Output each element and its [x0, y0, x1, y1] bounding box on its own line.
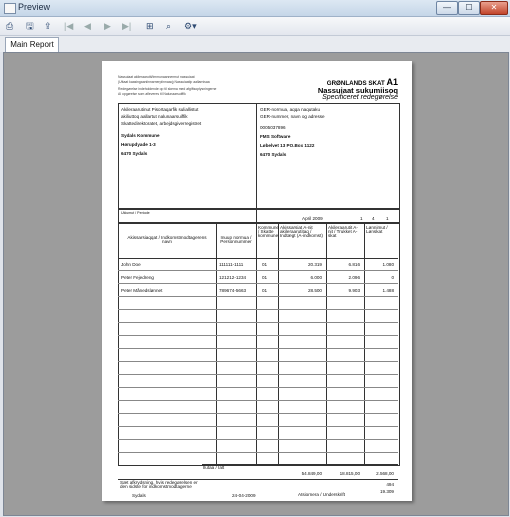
cvr-number: 0005037896 [260, 125, 286, 130]
table-row-line [118, 335, 398, 336]
left-line-2: akiliuttoq aallartut nalunaarsuiffik [121, 114, 188, 119]
minimize-button[interactable]: — [436, 1, 458, 15]
row2-cpr: 121212-1234 [219, 275, 247, 280]
footer-value-2: 19.309 [379, 489, 394, 494]
row2-name: Peter Fejedreng [121, 275, 154, 280]
table-row-line [118, 309, 398, 310]
header-amount2: Akileraarutit A-nit / Trukket A-skat [328, 225, 358, 239]
header-cpr: Inuup normua / Personnummer [220, 235, 252, 245]
left-line-1: Akileraarutinut Pisortaqarfik suliallistut [121, 107, 199, 112]
window-title: Preview [18, 2, 51, 12]
export-icon[interactable]: ⇪ [44, 21, 52, 31]
table-row-line [118, 439, 398, 440]
table-row-line [118, 270, 398, 271]
row1-name: John Doe [121, 262, 141, 267]
table-row-line [118, 296, 398, 297]
report-page [102, 61, 412, 501]
software-name: FMS Software [260, 134, 291, 139]
row2-a3: 0 [391, 275, 394, 280]
footer-place: Sydals [132, 493, 146, 498]
header-name: Akissarsiaqqat / Indkomstmodtagerens navn [127, 235, 207, 245]
row3-a2: 9.903 [348, 288, 360, 293]
period-value: April 2009 [302, 216, 323, 221]
table-row-line [118, 452, 398, 453]
report-viewer[interactable] [3, 52, 509, 516]
totals-divider [202, 464, 398, 465]
save-icon[interactable]: 🖫 [26, 21, 34, 31]
row2-a2: 2.096 [348, 275, 360, 280]
address-divider [256, 103, 257, 208]
print-icon[interactable]: ⎙ [6, 21, 14, 31]
title-bar [0, 0, 510, 17]
toolbar [0, 17, 510, 36]
table-row-line [118, 283, 398, 284]
close-button[interactable]: ✕ [480, 1, 508, 15]
row3-a3: 1.488 [382, 288, 394, 293]
table-row-line [118, 322, 398, 323]
right-line-2: GER-nummer, navn og adresse [260, 114, 325, 119]
row2-kommune: 01 [262, 275, 268, 280]
last-page-icon[interactable]: ▶| [122, 21, 132, 31]
table-row-line [118, 348, 398, 349]
footer-value-1: 494 [386, 482, 394, 487]
top-line-1: Nassuiaat akileraarutit/Immunaannermut nassuiaat [118, 75, 195, 79]
code-3: 1 [386, 216, 389, 221]
form-code: A1 [386, 77, 398, 87]
row1-cpr: 111111-1111 [219, 262, 244, 267]
code-1: 1 [360, 216, 363, 221]
total-a3: 2.568,00 [376, 471, 394, 476]
heading-specificeret: Specificeret redegørelse [322, 94, 398, 101]
totals-label: Ilutaa / Ialt [203, 465, 225, 470]
header-divider [118, 258, 398, 259]
footer-note: Sæt afkrydsning, hvis redegørelsen er den sidste for indkomstmodtagerne [120, 480, 198, 490]
signature-label: Atsiornera / Underskrift [298, 492, 345, 497]
table-row-line [118, 426, 398, 427]
maximize-button[interactable]: ☐ [458, 1, 480, 15]
table-row-line [118, 374, 398, 375]
period-divider [256, 208, 257, 222]
table-row-line [118, 413, 398, 414]
next-page-icon[interactable]: ▶ [104, 21, 111, 31]
row3-a1: 28.500 [307, 288, 322, 293]
employer-street: Hørupdyade 1-3 [121, 142, 156, 147]
left-line-3: Skattedirektoratet, arbejdsgiverregistret [121, 121, 202, 126]
header-amount3: Lønnimut / Lønskat [366, 225, 388, 235]
tab-strip [0, 36, 510, 52]
greenland-label: GRØNLANDS SKAT [326, 80, 385, 87]
code-2: 4 [372, 216, 375, 221]
app-icon [4, 3, 16, 14]
first-page-icon[interactable]: |◀ [64, 21, 74, 31]
total-a1: 54.849,00 [301, 471, 322, 476]
zoom-icon[interactable]: ⊞ [146, 21, 154, 31]
row1-a2: 6.816 [348, 262, 360, 267]
row3-cpr: 789674-5663 [219, 288, 247, 293]
footer-date: 24-04-2009 [232, 493, 256, 498]
row1-a3: 1.080 [382, 262, 394, 267]
row1-a1: 20.319 [307, 262, 322, 267]
header-amount1: Akissarsiat A-nit akileraarutitaq / Indtægt (A-indkomst) [280, 225, 323, 239]
heading-nassuiaat: Nassuiaat sukumiisoq [317, 86, 398, 95]
top-line-4: Al opgørelse som afleveres til Nalunaarsuiffik [118, 92, 186, 96]
software-city: 6470 Sydals [260, 152, 287, 157]
row3-kommune: 01 [262, 288, 268, 293]
row1-kommune: 01 [262, 262, 268, 267]
top-line-3: Redegørelse indeholdende op til skema med afgiftsoplysningerne [118, 87, 217, 91]
find-icon[interactable]: ⌕ [166, 21, 172, 31]
table-row-line [118, 387, 398, 388]
right-line-1: GER-normua, aqqa naqutaku [260, 107, 321, 112]
row3-name: Peter Månedslønnet [121, 288, 163, 293]
software-street: Løbelvet 13 PO.Box 1122 [260, 143, 315, 148]
table-row-line [118, 361, 398, 362]
employer-name: Sydals Kommune [121, 133, 160, 138]
row2-a1: 6.000 [310, 275, 322, 280]
prev-page-icon[interactable]: ◀ [84, 21, 91, 31]
total-a2: 18.815,00 [339, 471, 360, 476]
employer-city: 6470 Sydals [121, 151, 148, 156]
options-icon[interactable]: ⚙▾ [184, 21, 197, 31]
period-label: Ukiumut / Periode [121, 211, 150, 215]
top-line-2: (Uttaat kaasingaaniinnarnerpiinnaaq) Nassuiaatip aallarnisaa [118, 80, 210, 84]
tab-main-report[interactable]: Main Report [5, 37, 59, 52]
header-kommune: Kommune / Skatte kommune [258, 225, 279, 239]
table-row-line [118, 400, 398, 401]
address-block [118, 103, 400, 210]
